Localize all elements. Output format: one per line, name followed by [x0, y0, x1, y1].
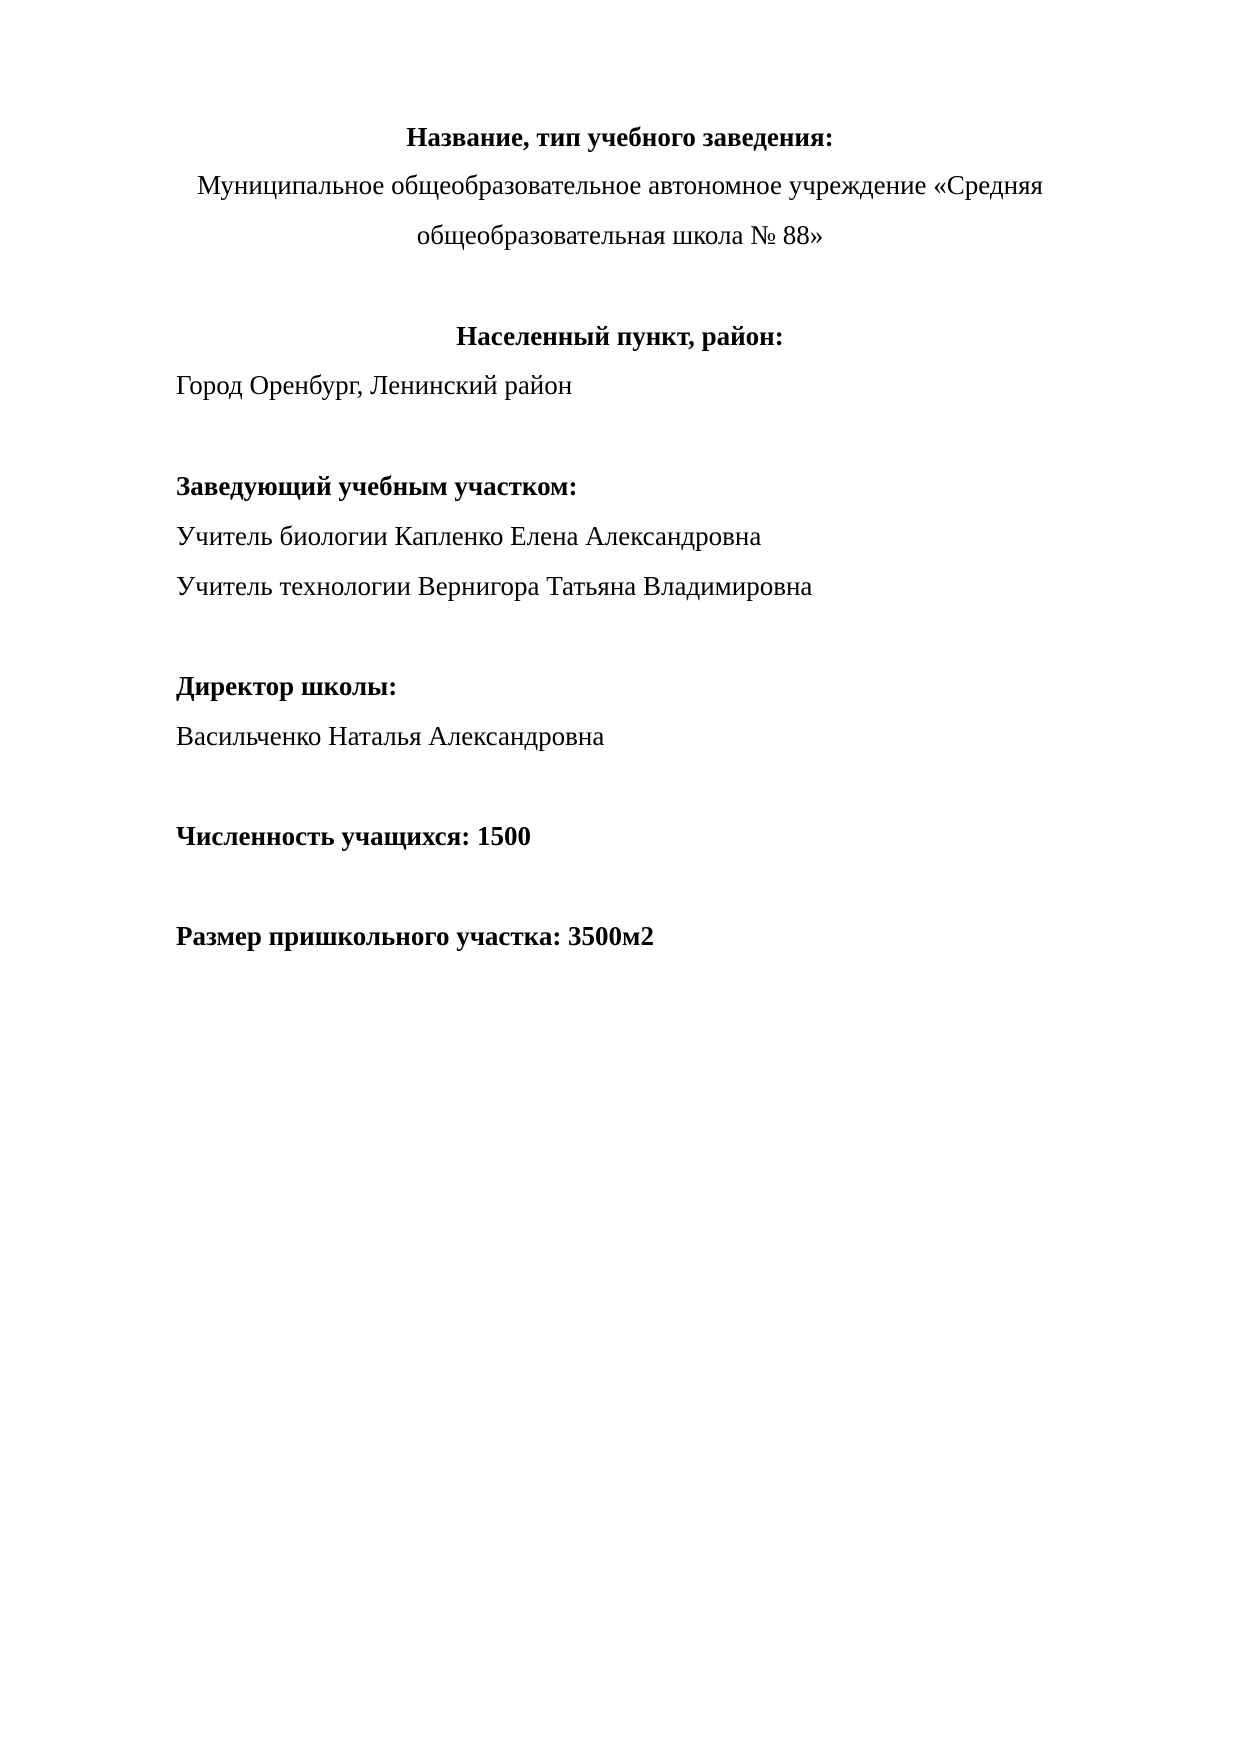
director-value: Васильченко Наталья Александровна	[176, 721, 605, 751]
location-heading: Населенный пункт, район:	[456, 321, 784, 351]
head-value-2: Учитель технологии Вернигора Татьяна Владимировна	[176, 571, 813, 601]
head-heading: Заведующий учебным участком:	[176, 471, 578, 501]
institution-heading: Название, тип учебного заведения:	[406, 122, 834, 152]
head-value-1: Учитель биологии Капленко Елена Александровна	[176, 521, 762, 551]
location-value: Город Оренбург, Ленинский район	[176, 370, 573, 400]
institution-name-line2: общеобразовательная школа № 88»	[416, 220, 824, 250]
director-heading: Директор школы:	[176, 671, 398, 701]
plot-size: Размер пришкольного участка: 3500м2	[176, 921, 654, 951]
institution-name-line1: Муниципальное общеобразовательное автономное учреждение «Средняя	[197, 170, 1043, 200]
students-count: Численность учащихся: 1500	[176, 821, 532, 851]
